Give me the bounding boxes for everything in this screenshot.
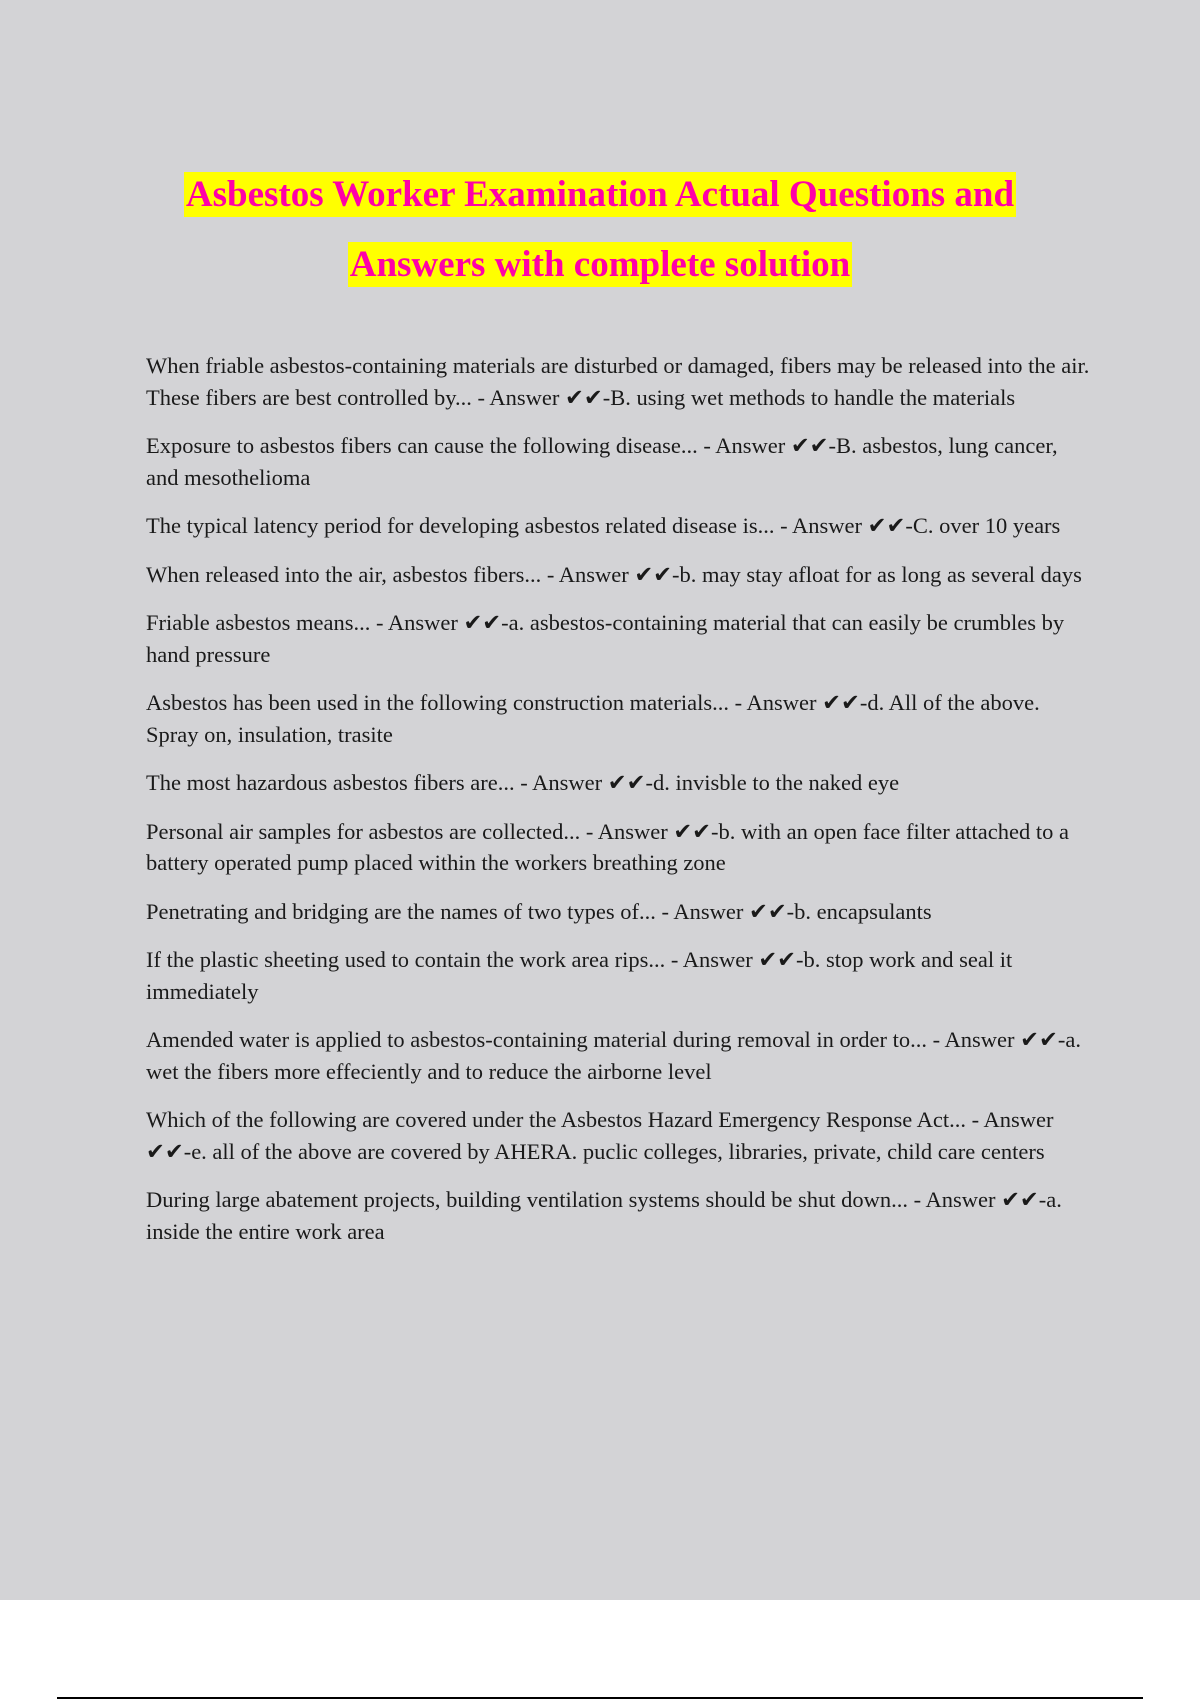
qa-item: Amended water is applied to asbestos-containing material during removal in order to... - Answer ✔✔-a. wet the fibers more effeciently and to reduce the airborne level: [146, 1027, 1081, 1084]
qa-item: The typical latency period for developing asbestos related disease is... - Answer ✔✔-C. over 10 years: [146, 513, 1061, 538]
title-line-1: Asbestos Worker Examination Actual Questions and: [185, 174, 1015, 215]
footer-divider: [57, 1697, 1143, 1699]
qa-item: Personal air samples for asbestos are collected... - Answer ✔✔-b. with an open face filter attached to a battery operated pump placed within the workers breathing zone: [146, 818, 1069, 875]
qa-item: Friable asbestos means... - Answer ✔✔-a. asbestos-containing material that can easily be crumbles by hand pressure: [146, 610, 1065, 667]
qa-item: Asbestos has been used in the following construction materials... - Answer ✔✔-d. All of the above. Spray on, insulation, trasite: [146, 690, 1040, 747]
document-title: [0, 160, 1200, 300]
qa-item: Penetrating and bridging are the names of two types of... - Answer ✔✔-b. encapsulants: [146, 898, 932, 924]
qa-item: If the plastic sheeting used to contain the work area rips... - Answer ✔✔-b. stop work and seal it immediately: [146, 947, 1013, 1004]
qa-item: During large abatement projects, building ventilation systems should be shut down... - Answer ✔✔-a. inside the entire work area: [146, 1187, 1062, 1244]
qa-item: Which of the following are covered under the Asbestos Hazard Emergency Response Act... - Answer ✔✔-e. all of the above are covered by AHERA. puclic colleges, libraries, private, child care centers: [146, 1107, 1054, 1164]
qa-item: When released into the air, asbestos fibers... - Answer ✔✔-b. may stay afloat for as long as several days: [146, 561, 1082, 587]
qa-item: When friable asbestos-containing materials are disturbed or damaged, fibers may be released into the air. These fibers are best controlled by... - Answer ✔✔-B. using wet methods to handle the materials: [146, 353, 1090, 410]
title-line-2: Answers with complete solution: [349, 244, 851, 285]
question-answer-list: [146, 350, 1090, 1264]
qa-item: Exposure to asbestos fibers can cause the following disease... - Answer ✔✔-B. asbestos, lung cancer, and mesothelioma: [146, 433, 1058, 490]
qa-item: The most hazardous asbestos fibers are... - Answer ✔✔-d. invisble to the naked eye: [146, 770, 900, 795]
